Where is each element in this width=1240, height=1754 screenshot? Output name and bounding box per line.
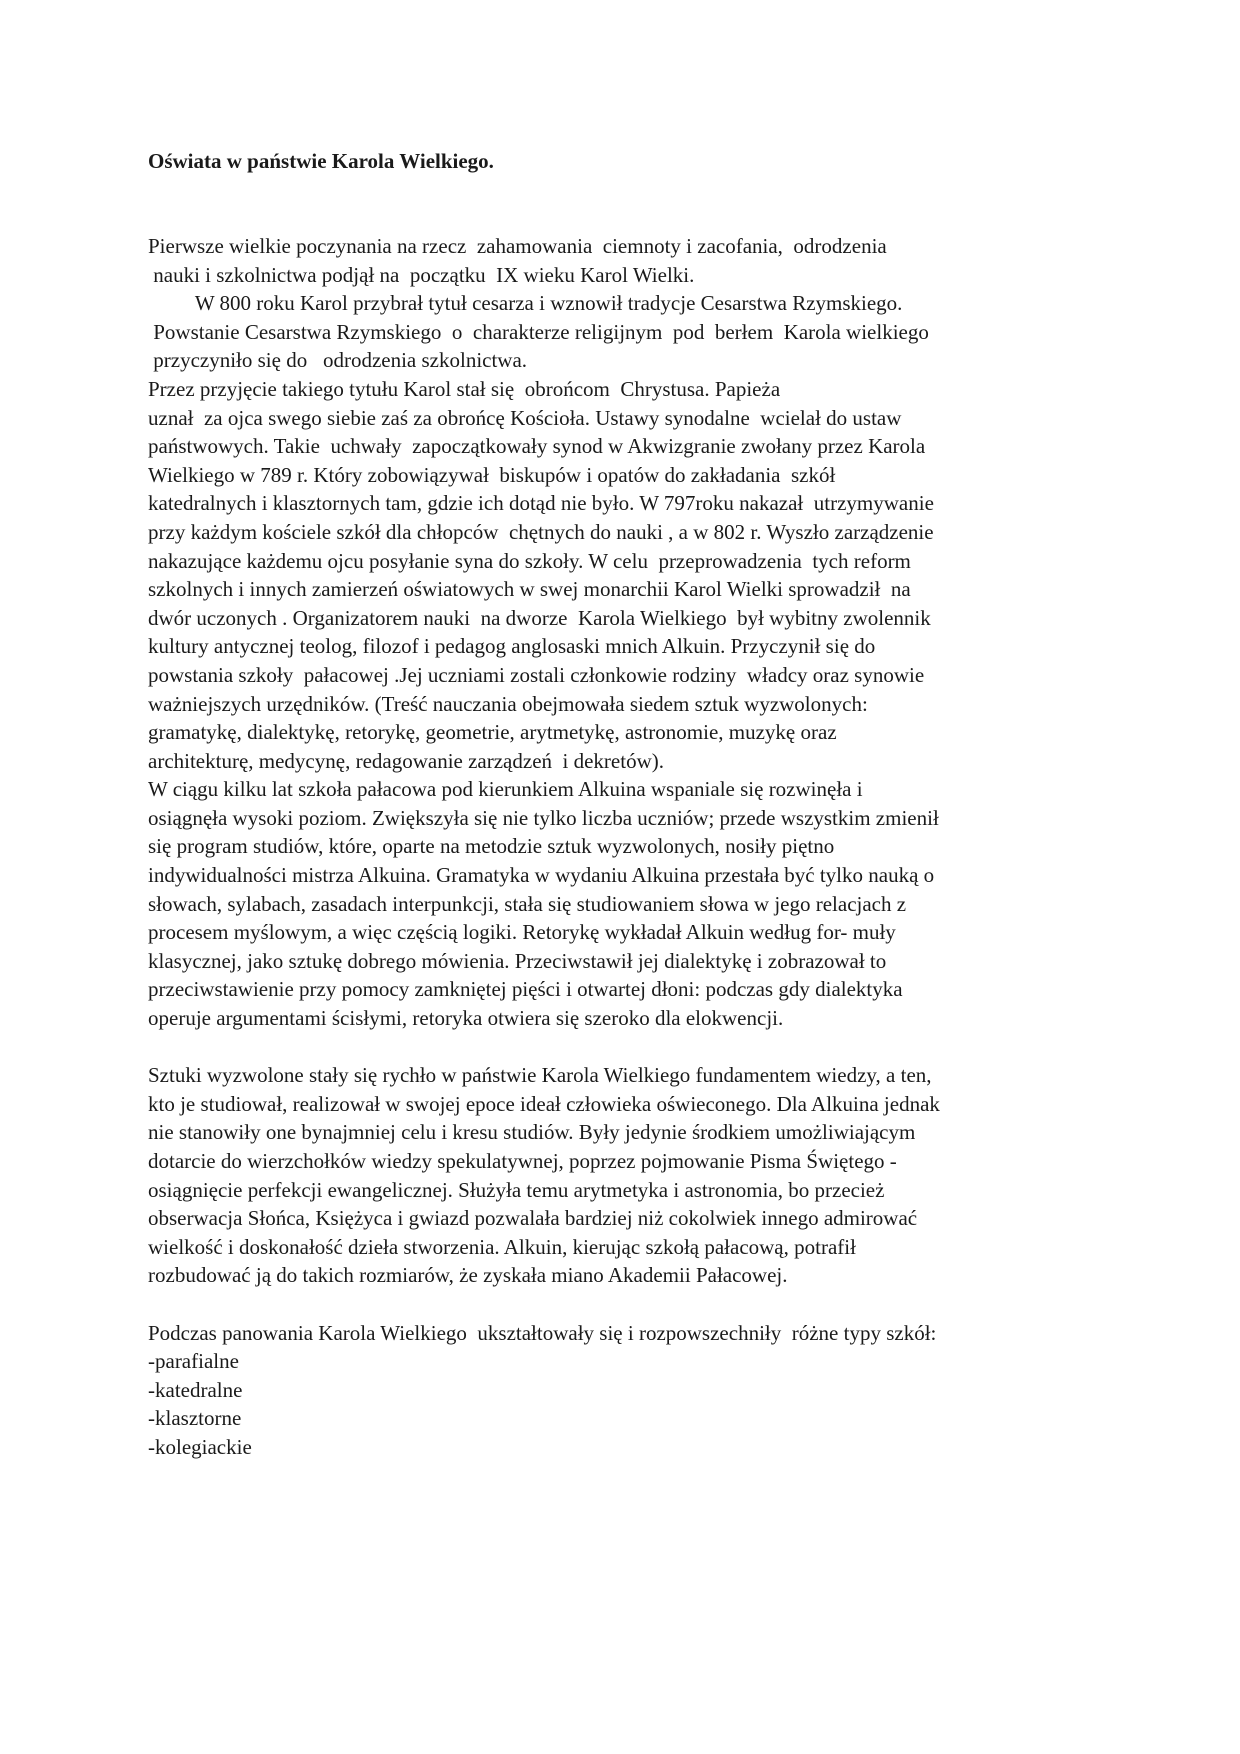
paragraph-2 [148,1061,1108,1290]
text-line: osiągnęła wysoki poziom. Zwiększyła się nie tylko liczba uczniów; przede wszystkim zmienił [148,805,939,830]
text-line: gramatykę, dialektykę, retorykę, geometrie, arytmetykę, astronomie, muzykę oraz [148,720,837,745]
spacer [148,1033,1108,1062]
text-line: procesem myślowym, a więc częścią logiki. Retorykę wykładał Alkuin według for- muły [148,920,896,945]
text-line: rozbudować ją do takich rozmiarów, że zyskała miano Akademii Pałacowej. [148,1263,788,1288]
list-item: -parafialne [148,1349,239,1374]
text-line: Przez przyjęcie takiego tytułu Karol stał się obrońcom Chrystusa. Papieża [148,376,781,401]
text-line: przy każdym kościele szkół dla chłopców chętnych do nauki , a w 802 r. Wyszło zarządzenie [148,519,934,544]
list-item: -kolegiackie [148,1434,252,1459]
text-line: się program studiów, które, oparte na metodzie sztuk wyzwolonych, nosiły piętno [148,834,835,859]
text-line: ważniejszych urzędników. (Treść nauczania obejmowała siedem sztuk wyzwolonych: [148,691,868,716]
school-types-list [148,1347,1108,1461]
text-line: przyczyniło się do odrodzenia szkolnictwa. [148,348,528,373]
text-line: Sztuki wyzwolone stały się rychło w państwie Karola Wielkiego fundamentem wiedzy, a ten, [148,1063,932,1088]
text-line: powstania szkoły pałacowej .Jej uczniami zostali członkowie rodziny władcy oraz synowie [148,662,925,687]
text-line: Wielkiego w 789 r. Który zobowiązywał biskupów i opatów do zakładania szkół [148,462,836,487]
text-line: architekturę, medycynę, redagowanie zarządzeń i dekretów). [148,748,664,773]
text-line: kto je studiował, realizował w swojej epoce ideał człowieka oświeconego. Dla Alkuina jednak [148,1091,940,1116]
text-line: operuje argumentami ścisłymi, retoryka otwiera się szeroko dla elokwencji. [148,1006,784,1031]
text-line: szkolnych i innych zamierzeń oświatowych w swej monarchii Karol Wielki sprowadził na [148,577,911,602]
text-line: katedralnych i klasztornych tam, gdzie ich dotąd nie było. W 797roku nakazał utrzymywanie [148,491,934,516]
text-line: Pierwsze wielkie poczynania na rzecz zahamowania ciemnoty i zacofania, odrodzenia [148,234,887,258]
spacer [148,174,1108,232]
text-line: osiągnięcie perfekcji ewangelicznej. Służyła temu arytmetyka i astronomia, bo przecież [148,1177,885,1202]
text-line: przeciwstawienie przy pomocy zamkniętej pięści i otwartej dłoni: podczas gdy dialektyka [148,977,903,1002]
text-line: nie stanowiły one bynajmniej celu i kresu studiów. Były jedynie środkiem umożliwiającym [148,1120,916,1145]
text-line: dwór uczonych . Organizatorem nauki na dworze Karola Wielkiego był wybitny zwolennik [148,605,931,630]
text-line: nauki i szkolnictwa podjął na początku IX wieku Karol Wielki. [148,262,695,287]
text-line: słowach, sylabach, zasadach interpunkcji, stała się studiowaniem słowa w jego relacjach z [148,891,907,916]
text-line: nakazujące każdemu ojcu posyłanie syna do szkoły. W celu przeprowadzenia tych reform [148,548,911,573]
list-item: -klasztorne [148,1406,242,1431]
text-line: Podczas panowania Karola Wielkiego ukształtowały się i rozpowszechniły różne typy szkół: [148,1320,937,1345]
spacer [148,1290,1108,1319]
text-line: klasycznej, jako sztukę dobrego mówienia. Przeciwstawił jej dialektykę i zobrazował to [148,948,887,973]
text-line: W ciągu kilku lat szkoła pałacowa pod kierunkiem Alkuina wspaniale się rozwinęła i [148,777,863,802]
document-page [148,148,1108,1708]
text-line: uznał za ojca swego siebie zaś za obrońcę Kościoła. Ustawy synodalne wcielał do ustaw [148,405,902,430]
text-line: państwowych. Takie uchwały zapoczątkowały synod w Akwizgranie zwołany przez Karola [148,434,926,459]
text-line: indywidualności mistrza Alkuina. Gramatyka w wydaniu Alkuina przestała być tylko nauką o [148,863,935,888]
document-title: Oświata w państwie Karola Wielkiego. [148,149,494,173]
text-line: W 800 roku Karol przybrał tytuł cesarza i wznowił tradycje Cesarstwa Rzymskiego. [148,291,903,316]
text-line: Powstanie Cesarstwa Rzymskiego o charakterze religijnym pod berłem Karola wielkiego [148,319,929,344]
paragraph-3 [148,1319,1108,1348]
list-item: -katedralne [148,1377,243,1402]
text-line: dotarcie do wierzchołków wiedzy spekulatywnej, poprzez pojmowanie Pisma Świętego - [148,1149,897,1173]
text-line: obserwacja Słońca, Księżyca i gwiazd pozwalała bardziej niż cokolwiek innego admirować [148,1206,918,1231]
text-line: kultury antycznej teolog, filozof i pedagog anglosaski mnich Alkuin. Przyczynił się do [148,634,876,659]
text-line: wielkość i doskonałość dzieła stworzenia. Alkuin, kierując szkołą pałacową, potrafił [148,1234,856,1259]
paragraph-1 [148,232,1108,1033]
